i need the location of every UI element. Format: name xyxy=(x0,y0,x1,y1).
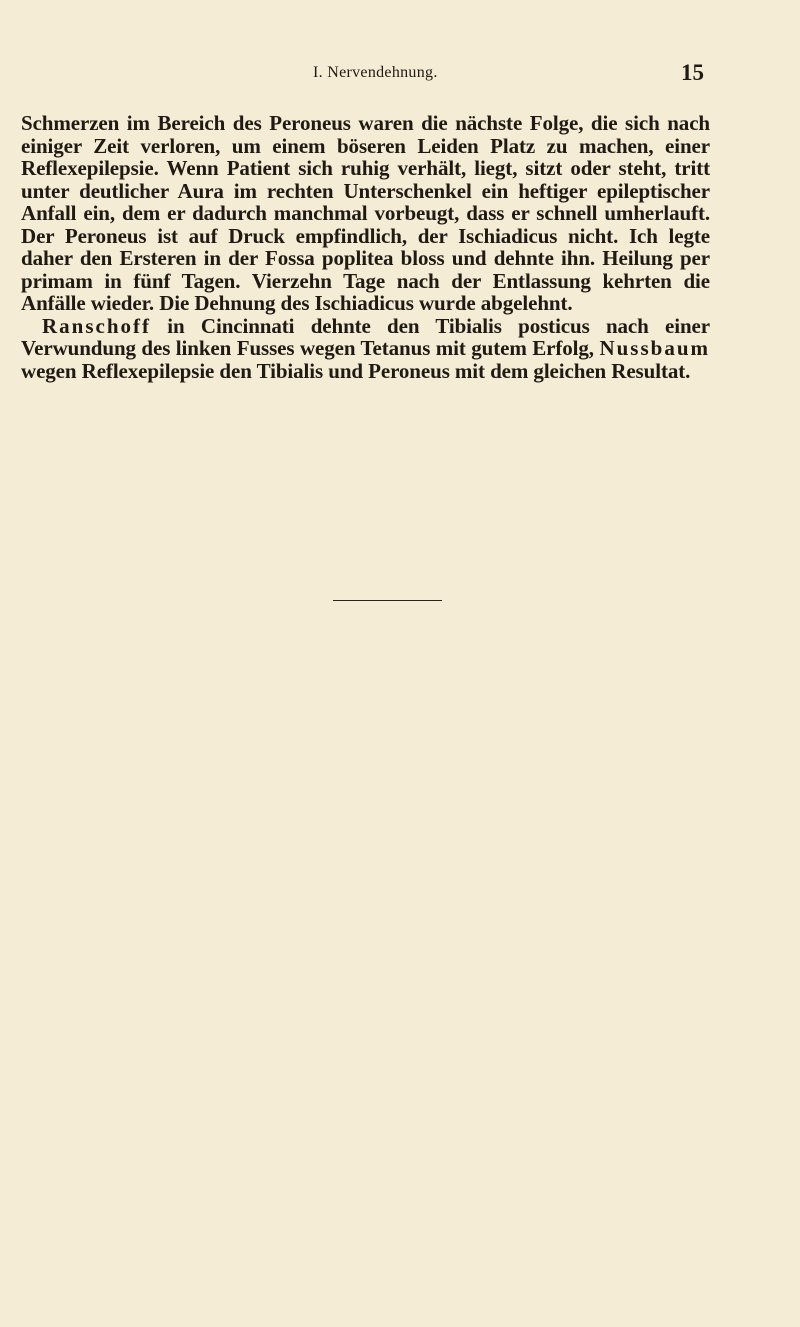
page-header xyxy=(0,60,800,90)
body-text xyxy=(21,112,710,383)
running-title: I. Nervendehnung. xyxy=(313,64,438,81)
paragraph-text: in Cincinnati dehnte den Tibialis posticus nach einer Verwundung des linken Fusses wegen Tetanus mit gutem Erfolg, xyxy=(21,313,710,361)
author-name: Ranschoff xyxy=(42,313,152,338)
page-number: 15 xyxy=(681,60,704,85)
author-name: Nussbaum xyxy=(599,336,710,361)
paragraph: Schmerzen im Bereich des Peroneus waren die nächste Folge, die sich nach einiger Zeit verloren, um einem böseren Leiden Platz zu machen, einer Reflexepilepsie. Wenn Patient sich ruhig verhält, liegt, sitzt oder steht, tritt unter deutlicher Aura im rechten Unterschenkel ein heftiger epileptischer Anfall ein, dem er dadurch manchmal vorbeugt, dass er schnell umherlauft. Der Peroneus ist auf Druck empfindlich, der Ischiadicus nicht. Ich legte daher den Ersteren in der Fossa poplitea bloss und dehnte ihn. Heilung per primam in fünf Tagen. Vierzehn Tage nach der Entlassung kehrten die Anfälle wieder. Die Dehnung des Ischiadicus wurde abgelehnt. xyxy=(21,111,710,316)
paragraph xyxy=(21,315,710,383)
section-divider xyxy=(333,600,442,601)
paragraph-text: wegen Reflexepilepsie den Tibialis und Peroneus mit dem gleichen Resultat. xyxy=(21,359,691,384)
